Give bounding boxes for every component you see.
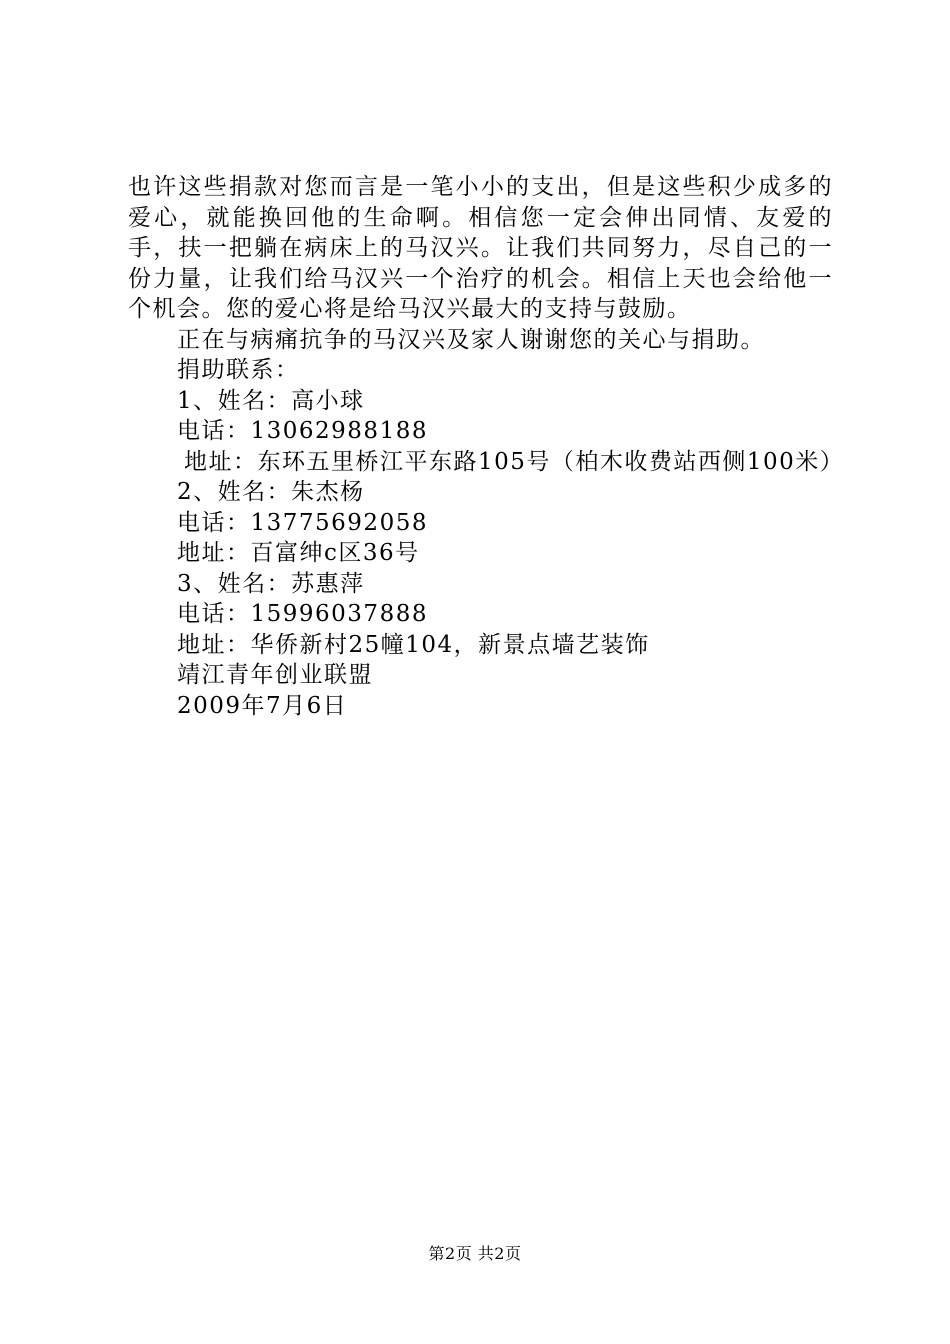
contact-1-phone: 电话：13062988188 xyxy=(177,418,428,444)
document-body xyxy=(128,172,845,721)
contact-1-name: 1、姓名：高小球 xyxy=(177,387,365,414)
contact-2-name: 2、姓名：朱杰杨 xyxy=(177,479,365,505)
page-number-label: 第2页 共2页 xyxy=(428,1244,522,1263)
signature-organization: 靖江青年创业联盟 xyxy=(177,662,373,688)
thanks-line: 正在与病痛抗争的马汉兴及家人谢谢您的关心与捐助。 xyxy=(177,326,765,353)
contact-3-phone: 电话：15996037888 xyxy=(177,601,428,627)
contact-3-name: 3、姓名：苏惠萍 xyxy=(177,570,365,597)
contact-2-phone: 电话：13775692058 xyxy=(177,509,428,536)
appeal-paragraph: 也许这些捐款对您而言是一笔小小的支出，但是这些积少成多的爱心，就能换回他的生命啊。相信您一定会伸出同情、友爱的手，扶一把躺在病床上的马汉兴。让我们共同努力，尽自己的一份力量，让我们给马汉兴一个治疗的机会。相信上天也会给他一个机会。您的爱心将是给马汉兴最大的支持与鼓励。 xyxy=(128,174,833,322)
contact-heading: 捐助联系： xyxy=(177,357,300,383)
signature-date: 2009年7月6日 xyxy=(177,692,348,719)
contact-3-address: 地址：华侨新村25幢104，新景点墙艺装饰 xyxy=(177,631,650,658)
contact-2-address: 地址：百富绅c区36号 xyxy=(177,540,420,566)
page-footer xyxy=(0,1243,950,1265)
contact-1-address: 地址：东环五里桥江平东路105号（柏木收费站西侧100米） xyxy=(184,448,845,475)
